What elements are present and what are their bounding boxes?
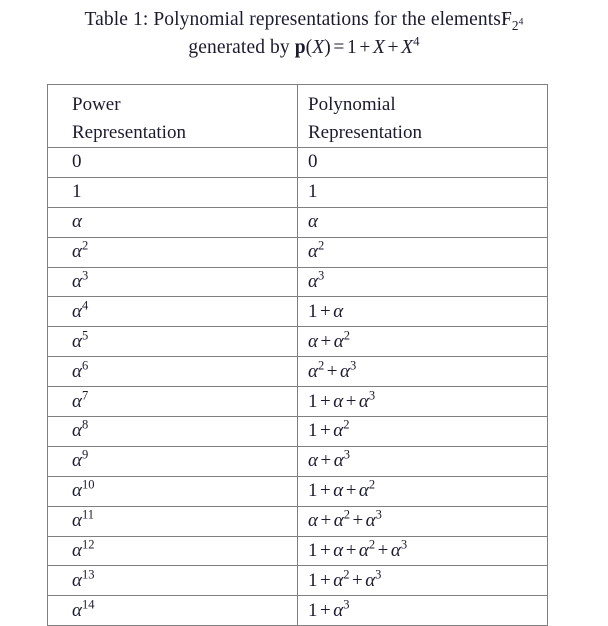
numeric-term: 1: [308, 181, 318, 203]
exponent: 8: [81, 418, 89, 433]
caption-line-1: [26, 6, 582, 34]
paren-open: (: [305, 37, 313, 58]
exponent: 2: [317, 238, 325, 253]
polynomial-value: [308, 537, 408, 562]
polynomial-value: [308, 328, 350, 352]
exponent: 3: [375, 567, 382, 582]
caption-line-2: [26, 34, 582, 62]
plus-operator: +: [320, 420, 331, 442]
paren-close: ): [324, 37, 331, 58]
field-subscript: [512, 18, 524, 33]
table-row: [48, 596, 548, 626]
cell-power-representation: [48, 267, 298, 297]
alpha-term: α: [333, 599, 344, 621]
plus-operator: +: [320, 390, 331, 412]
alpha-term: α: [72, 540, 82, 562]
power-value: [72, 268, 89, 292]
table-row: [48, 506, 548, 536]
exponent: 11: [81, 507, 95, 522]
exponent: 2: [368, 537, 376, 552]
alpha-term: α: [333, 390, 344, 412]
exponent: 2: [343, 418, 350, 433]
alpha-term: α: [72, 599, 82, 621]
polynomial-variable: X: [312, 37, 325, 58]
plus-operator: +: [320, 330, 332, 352]
exponent: 4: [81, 298, 89, 313]
power-value: [72, 358, 89, 382]
cell-polynomial-representation: [298, 536, 548, 566]
polynomial-value: [308, 268, 325, 292]
exponent: 3: [81, 268, 89, 283]
alpha-term: α: [308, 330, 318, 352]
polynomial-value: [308, 567, 382, 591]
polynomial-header-line-2: Representation: [308, 122, 422, 143]
plus-operator: +: [345, 480, 357, 502]
table-row: [48, 417, 548, 447]
exponent: 3: [343, 597, 350, 612]
field-table-container: [47, 84, 547, 626]
column-header-power-representation: [48, 85, 298, 148]
plus-operator: +: [320, 450, 332, 472]
cell-power-representation: [48, 506, 298, 536]
exponent: 2: [343, 507, 350, 522]
polynomial-value: [308, 238, 325, 263]
table-row: [48, 327, 548, 357]
cell-power-representation: [48, 297, 298, 327]
alpha-term: α: [72, 211, 82, 233]
cell-polynomial-representation: [298, 267, 548, 297]
exponent: 2: [368, 477, 376, 492]
table-header: [48, 85, 548, 148]
plus-operator: +: [320, 569, 331, 591]
alpha-term: α: [308, 450, 318, 472]
plus-operator: +: [320, 480, 331, 502]
power-value: [72, 211, 82, 232]
exponent: 3: [349, 358, 357, 373]
field-sub-exponent: 4: [518, 16, 524, 28]
plus-operator: +: [345, 390, 357, 412]
alpha-term: α: [390, 540, 401, 562]
polynomial-value: [308, 420, 349, 441]
table-row: [48, 297, 548, 327]
table-row: [48, 536, 548, 566]
power-value: [72, 420, 88, 441]
cell-power-representation: [48, 476, 298, 506]
numeric-term: 1: [308, 390, 318, 412]
alpha-term: α: [365, 569, 376, 591]
cell-polynomial-representation: [298, 297, 548, 327]
cell-polynomial-representation: [298, 177, 548, 207]
plus-operator: +: [345, 540, 357, 562]
plus-operator: +: [377, 540, 389, 562]
table-body: [48, 148, 548, 626]
table-row: [48, 476, 548, 506]
power-value: [72, 507, 95, 532]
field-symbol-letter: F: [501, 9, 512, 30]
power-value: [72, 238, 89, 263]
numeric-term: 1: [308, 569, 318, 591]
exponent: 3: [400, 537, 408, 552]
alpha-term: α: [72, 480, 82, 502]
exponent: 13: [81, 567, 95, 582]
caption-generated-by-text: generated by: [188, 37, 290, 58]
column-header-polynomial-representation: [298, 85, 548, 148]
numeric-term: 1: [308, 480, 318, 502]
alpha-term: α: [72, 390, 82, 412]
power-value: [72, 567, 95, 591]
cell-polynomial-representation: [298, 596, 548, 626]
cell-power-representation: [48, 387, 298, 417]
equals-sign: =: [333, 37, 345, 58]
plus-operator: +: [320, 599, 331, 621]
table-header-row: [48, 85, 548, 148]
exponent: 2: [343, 328, 350, 343]
power-value: [72, 298, 89, 322]
table-row: [48, 177, 548, 207]
cell-polynomial-representation: [298, 237, 548, 267]
plus-operator: +: [320, 510, 332, 532]
polynomial-value: [308, 358, 357, 382]
exponent: 14: [81, 597, 95, 612]
cell-power-representation: [48, 237, 298, 267]
cell-polynomial-representation: [298, 506, 548, 536]
alpha-term: α: [358, 390, 369, 412]
power-value: [72, 181, 82, 202]
alpha-term: α: [365, 510, 376, 532]
alpha-term: α: [333, 480, 344, 502]
exponent: 2: [81, 238, 89, 253]
exponent: 3: [368, 388, 376, 403]
numeric-term: 1: [308, 599, 318, 621]
exponent: 3: [343, 448, 350, 463]
alpha-term: α: [308, 271, 318, 292]
alpha-term: α: [333, 420, 344, 442]
numeric-term: 0: [308, 151, 318, 173]
cell-polynomial-representation: [298, 207, 548, 237]
polynomial-value: [308, 507, 382, 532]
cell-polynomial-representation: [298, 357, 548, 387]
caption-line-1-text: Table 1: Polynomial representations for the elements: [84, 9, 501, 30]
power-header-line-1: Power: [72, 94, 121, 115]
alpha-term: α: [72, 450, 82, 472]
alpha-term: α: [333, 300, 344, 322]
numeric-term: 1: [308, 420, 318, 442]
exponent: 3: [317, 268, 325, 283]
cell-power-representation: [48, 357, 298, 387]
alpha-term: α: [308, 211, 318, 233]
field-sub-base: 2: [511, 17, 519, 33]
exponent: 6: [81, 358, 89, 373]
plus-operator: +: [351, 569, 363, 591]
polynomial-value: [308, 597, 350, 621]
polynomial-name: p: [294, 37, 306, 58]
polynomial-value: [308, 181, 318, 202]
plus-operator: +: [320, 540, 331, 562]
alpha-term: α: [358, 480, 369, 502]
alpha-term: α: [72, 420, 82, 442]
table-row: [48, 267, 548, 297]
cell-polynomial-representation: [298, 148, 548, 178]
exponent: 9: [81, 448, 89, 463]
polynomial-value: [308, 211, 318, 232]
power-value: [72, 477, 95, 502]
cell-polynomial-representation: [298, 417, 548, 447]
cell-power-representation: [48, 536, 298, 566]
alpha-term: α: [333, 540, 344, 562]
cell-polynomial-representation: [298, 476, 548, 506]
plus-operator: +: [352, 510, 364, 532]
power-value: [72, 537, 95, 562]
exponent: 2: [317, 358, 325, 373]
polynomial-value: [308, 151, 318, 172]
alpha-term: α: [333, 450, 344, 472]
quartic-term-base: X: [401, 37, 414, 58]
alpha-term: α: [308, 510, 318, 532]
alpha-term: α: [72, 569, 82, 591]
polynomial-header-line-1: Polynomial: [308, 94, 396, 115]
power-value: [72, 597, 95, 621]
alpha-term: α: [72, 271, 82, 292]
linear-term: X: [372, 37, 385, 58]
cell-polynomial-representation: [298, 387, 548, 417]
cell-power-representation: [48, 327, 298, 357]
exponent: 5: [81, 328, 89, 343]
polynomial-value: [308, 477, 376, 502]
cell-polynomial-representation: [298, 327, 548, 357]
blackboard-f-icon: [501, 6, 512, 34]
polynomial-value: [308, 301, 343, 322]
cell-power-representation: [48, 207, 298, 237]
polynomial-value: [308, 388, 376, 412]
cell-power-representation: [48, 177, 298, 207]
polynomial-value: [308, 450, 350, 471]
plus-sign-1: +: [359, 37, 371, 58]
alpha-term: α: [339, 360, 350, 382]
cell-polynomial-representation: [298, 446, 548, 476]
alpha-term: α: [333, 510, 344, 532]
table-row: [48, 357, 548, 387]
power-header-line-2: Representation: [72, 122, 186, 143]
numeric-term: 1: [308, 300, 318, 322]
power-value: [72, 450, 88, 471]
alpha-term: α: [72, 300, 82, 322]
table-row: [48, 148, 548, 178]
power-value: [72, 151, 82, 172]
constant-term: 1: [346, 37, 357, 58]
numeric-term: 0: [72, 151, 82, 173]
cell-power-representation: [48, 446, 298, 476]
alpha-term: α: [333, 569, 344, 591]
power-value: [72, 388, 89, 412]
exponent: 10: [81, 477, 95, 492]
numeric-term: 1: [308, 540, 318, 562]
table-row: [48, 387, 548, 417]
exponent: 12: [81, 537, 95, 552]
alpha-term: α: [72, 360, 82, 382]
table-row: [48, 566, 548, 596]
table-row: [48, 237, 548, 267]
plus-operator: +: [320, 300, 331, 322]
numeric-term: 1: [72, 181, 82, 203]
plus-operator: +: [326, 360, 338, 382]
table-caption: [26, 6, 582, 62]
alpha-term: α: [358, 540, 369, 562]
alpha-term: α: [72, 241, 82, 263]
cell-power-representation: [48, 596, 298, 626]
exponent: 7: [81, 388, 89, 403]
plus-sign-2: +: [387, 37, 399, 58]
exponent: 3: [375, 507, 382, 522]
alpha-term: α: [308, 360, 318, 382]
table-row: [48, 207, 548, 237]
table-row: [48, 446, 548, 476]
alpha-term: α: [72, 330, 82, 352]
cell-power-representation: [48, 417, 298, 447]
alpha-term: α: [308, 241, 318, 263]
cell-power-representation: [48, 148, 298, 178]
alpha-term: α: [72, 510, 82, 532]
cell-polynomial-representation: [298, 566, 548, 596]
field-elements-table: [47, 84, 548, 626]
power-value: [72, 328, 89, 352]
exponent: 2: [343, 567, 350, 582]
quartic-term-exponent: 4: [413, 34, 420, 49]
cell-power-representation: [48, 566, 298, 596]
alpha-term: α: [333, 330, 344, 352]
